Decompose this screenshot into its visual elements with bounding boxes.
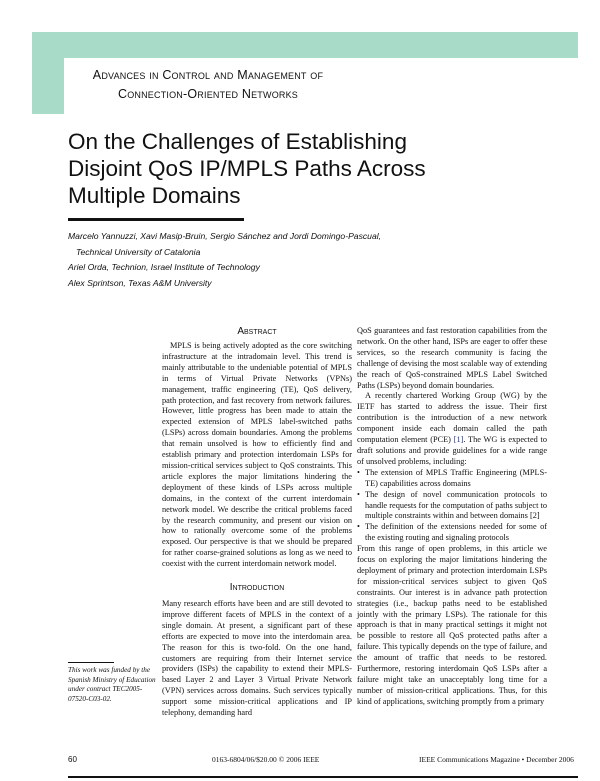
article-title-line1: On the Challenges of Establishing [68,129,407,154]
introduction-body [162,599,352,719]
article-title-line3: Multiple Domains [68,183,241,208]
author-line: Alex Sprintson, Texas A&M University [68,277,212,288]
paragraph-text: . The WG is expected to draft solutions and provide guidelines for a wide range of unsolved problems, including: [357,435,548,466]
abstract-heading: Abstract [237,326,277,337]
paragraph-text: A recently chartered Working Group (WG) by the IETF has started to address the issue. Their first contribution is the introduction of a new network component inside each domain called the path computation element (PCE) [357,391,547,445]
author-affiliation: Technical University of Catalonia [76,246,201,257]
abstract-body [162,341,352,570]
body-paragraph: QoS guarantees and fast restoration capabilities from the network. On the other hand, ISPs are eager to offer these services, so the research community is facing the challenge of devising the most scalable way of extending the reach of QoS-constrained MPLS Label Switched Paths (LSPs) beyond domain boundaries. [357,326,547,390]
author-list [68,229,588,291]
issn-copyright: 0163-6804/06/$20.00 © 2006 IEEE [212,755,320,764]
funding-rule [68,662,114,663]
body-paragraph: From this range of open problems, in this article we focus on exploring the major limitations hindering the deployment of primary and protection interdomain LSPs for mission-critical services subject to given QoS constraints. Our interest is in advance path protection strategies (i.e., backup paths need to be established jointly with the primary LSPs). The rationale for this approach is that in many practical settings it might not be possible to restore all QoS protected paths after a failure. This typically depends on the type of failure, and the amount of traffic that needs to be restored. Furthermore, restoring interdomain QoS LSPs after a failure might take an unacceptably long time for a number of mission-critical applications. Thus, for this kind of applications, switching promptly from a primary [357,544,547,706]
bullet-item: • The design of novel communication protocols to handle requests for the computation of paths subject to multiple constraints within and between domains [2] [357,490,547,523]
footer-rule [68,776,578,778]
journal-name: IEEE Communications Magazine • December 2006 [419,755,574,764]
author-line: Ariel Orda, Technion, Israel Institute of Technology [68,262,260,272]
article-title [68,128,588,209]
right-column [357,326,547,708]
bullet-item: • The definition of the extensions needed for some of the existing routing and signaling protocols [357,522,547,544]
series-title-line1: Advances in Control and Management of [92,68,324,82]
page-number: 60 [68,755,77,764]
article-title-line2: Disjoint QoS IP/MPLS Paths Across [68,156,426,181]
middle-column [162,326,352,719]
title-rule [68,218,244,221]
funding-note: This work was funded by the Spanish Ministry of Education under contract TEC2005-07520-C03-02. [68,666,156,703]
introduction-heading: Introduction [229,582,285,594]
series-title-line2: Connection-Oriented Networks [117,87,299,101]
series-title [64,66,352,104]
abstract-paragraph: MPLS is being actively adopted as the core switching infrastructure at the intradomain level. This trend is mainly attributable to the undeniable potential of MPLS in terms of Virtual Private Networks (VPNs) management, traffic engineering (TE), QoS delivery, path protection, and fast recovery from network failures. However, little progress has been made to attain the expected extension of MPLS label-switched paths (LSPs) across domain boundaries. Among the problems that remain unsolved is how to efficiently find and establish primary and protection interdomain LSPs for mission-critical services subject to QoS constraints. This article explores the major limitations hindering the deployment of these kinds of LSPs across multiple domains, in the context of the current interdomain network model. We describe the critical problems faced by the research community, and present our vision on how to rationally overcome some of the problems exposed. Our perspective is that we should be prepared for rather coarse-grained solutions as long as we need to coexist with the current interdomain network model. [162,341,352,569]
bullet-list [357,468,547,544]
bullet-item: • The extension of MPLS Traffic Engineering (MPLS-TE) capabilities across domains [357,468,547,490]
reference-link[interactable]: [1] [453,435,464,445]
introduction-paragraph: Many research efforts have been and are still devoted to improve different facets of MPLS in the context of a single domain. At present, a significant part of these efforts are expected to move into the interdomain area. The reason for this is two-fold. On the one hand, customers are requiring from their Internet service providers (ISPs) the capability to extend their MPLS-based Layer 2 and Layer 3 Virtual Private Network (VPN) services across domains. Such services typically support some mission-critical applications and IP telephony, demanding hard [162,599,352,718]
author-line: Marcelo Yannuzzi, Xavi Masip-Bruin, Sergio Sánchez and Jordi Domingo-Pascual, [68,231,382,241]
body-paragraph [357,391,547,467]
